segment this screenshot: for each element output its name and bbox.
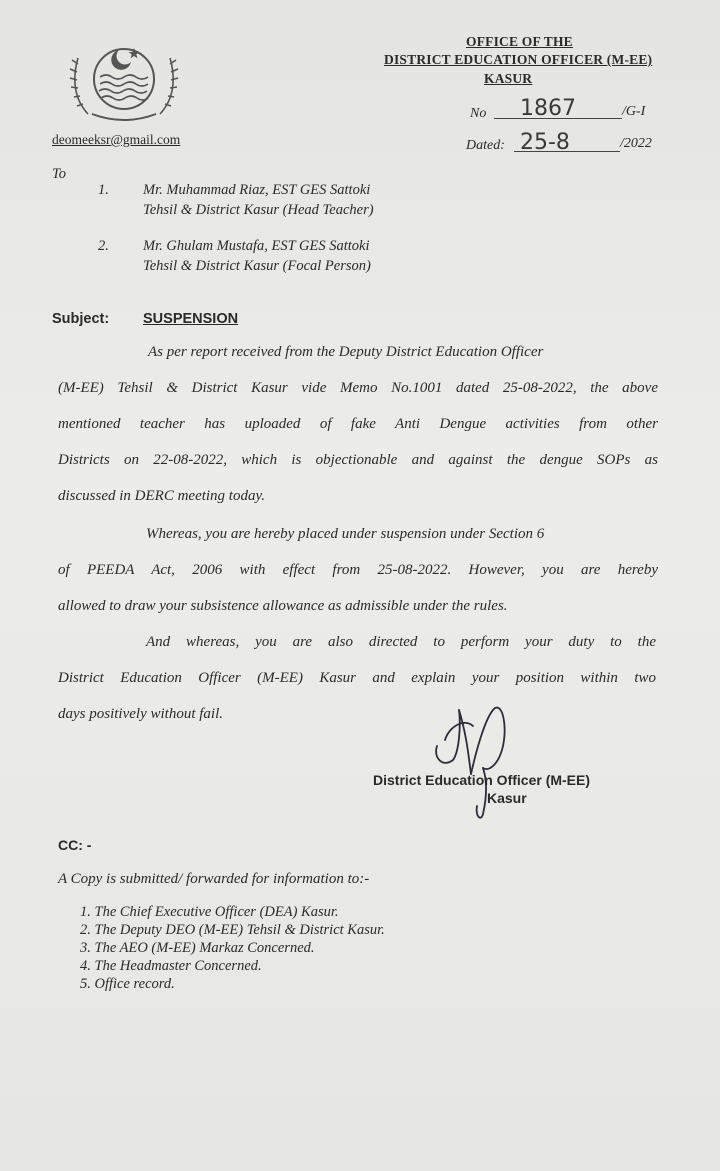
dated-label: Dated: [466, 138, 505, 153]
office-heading-line3: KASUR [484, 71, 533, 86]
paragraph-2-line: of PEEDA Act, 2006 with effect from 25-08-2022. However, you are hereby [58, 562, 658, 578]
cc-list-item: 3. The AEO (M-EE) Markaz Concerned. [80, 940, 315, 956]
cc-list-item: 4. The Headmaster Concerned. [80, 958, 262, 974]
ref-no-handwritten: 1867 [520, 96, 576, 121]
handwritten-signature [425, 696, 525, 826]
dated-handwritten: 25-8 [520, 130, 570, 155]
to-label: To [52, 166, 66, 182]
ref-no-label: No [470, 106, 487, 121]
cc-label: CC: - [58, 837, 92, 853]
recipient-1-number: 1. [98, 182, 109, 198]
paragraph-1-line: Districts on 22-08-2022, which is objectionable and against the dengue SOPs as [58, 452, 658, 468]
subject-label: Subject: [52, 311, 110, 327]
paragraph-3-line: And whereas, you are also directed to perform your duty to the [146, 634, 656, 650]
office-email: deomeeksr@gmail.com [52, 132, 181, 147]
cc-list [80, 903, 385, 993]
recipient-2 [143, 236, 371, 276]
paragraph-2-line: allowed to draw your subsistence allowance as admissible under the rules. [58, 598, 508, 614]
recipient-2-line2: Tehsil & District Kasur (Focal Person) [143, 258, 371, 274]
dated-suffix: /2022 [620, 136, 652, 151]
paragraph-2-line: Whereas, you are hereby placed under suspension under Section 6 [146, 526, 545, 542]
paragraph-1 [58, 334, 658, 514]
signatory-place: Kasur [487, 790, 527, 806]
subject-value: SUSPENSION [143, 311, 239, 327]
cc-list-item: 5. Office record. [80, 976, 175, 992]
recipient-1 [143, 180, 374, 220]
recipient-1-line2: Tehsil & District Kasur (Head Teacher) [143, 202, 374, 218]
cc-intro: A Copy is submitted/ forwarded for information to:- [58, 871, 370, 887]
paragraph-3-line: District Education Officer (M-EE) Kasur and explain your position within two [58, 670, 656, 686]
paragraph-2 [58, 516, 658, 624]
paragraph-3-line: days positively without fail. [58, 706, 223, 722]
recipient-2-line1: Mr. Ghulam Mustafa, EST GES Sattoki [143, 238, 370, 254]
office-heading-line2: DISTRICT EDUCATION OFFICER (M-EE) [384, 52, 653, 67]
paragraph-1-line: mentioned teacher has uploaded of fake Anti Dengue activities from other [58, 416, 658, 432]
recipient-2-number: 2. [98, 238, 109, 254]
recipient-1-line1: Mr. Muhammad Riaz, EST GES Sattoki [143, 182, 371, 198]
cc-list-item: 2. The Deputy DEO (M-EE) Tehsil & District Kasur. [80, 922, 385, 938]
paragraph-1-line: (M-EE) Tehsil & District Kasur vide Memo No.1001 dated 25-08-2022, the above [58, 380, 658, 396]
ref-no-suffix: /G-I [622, 104, 646, 119]
cc-list-item: 1. The Chief Executive Officer (DEA) Kasur. [80, 904, 339, 920]
paragraph-1-line: As per report received from the Deputy District Education Officer [148, 344, 544, 360]
paragraph-1-line: discussed in DERC meeting today. [58, 488, 266, 504]
paragraph-3 [58, 624, 656, 732]
signatory-title: District Education Officer (M-EE) [373, 772, 591, 788]
office-heading-line1: OFFICE OF THE [466, 34, 573, 49]
punjab-emblem-logo [64, 34, 184, 124]
